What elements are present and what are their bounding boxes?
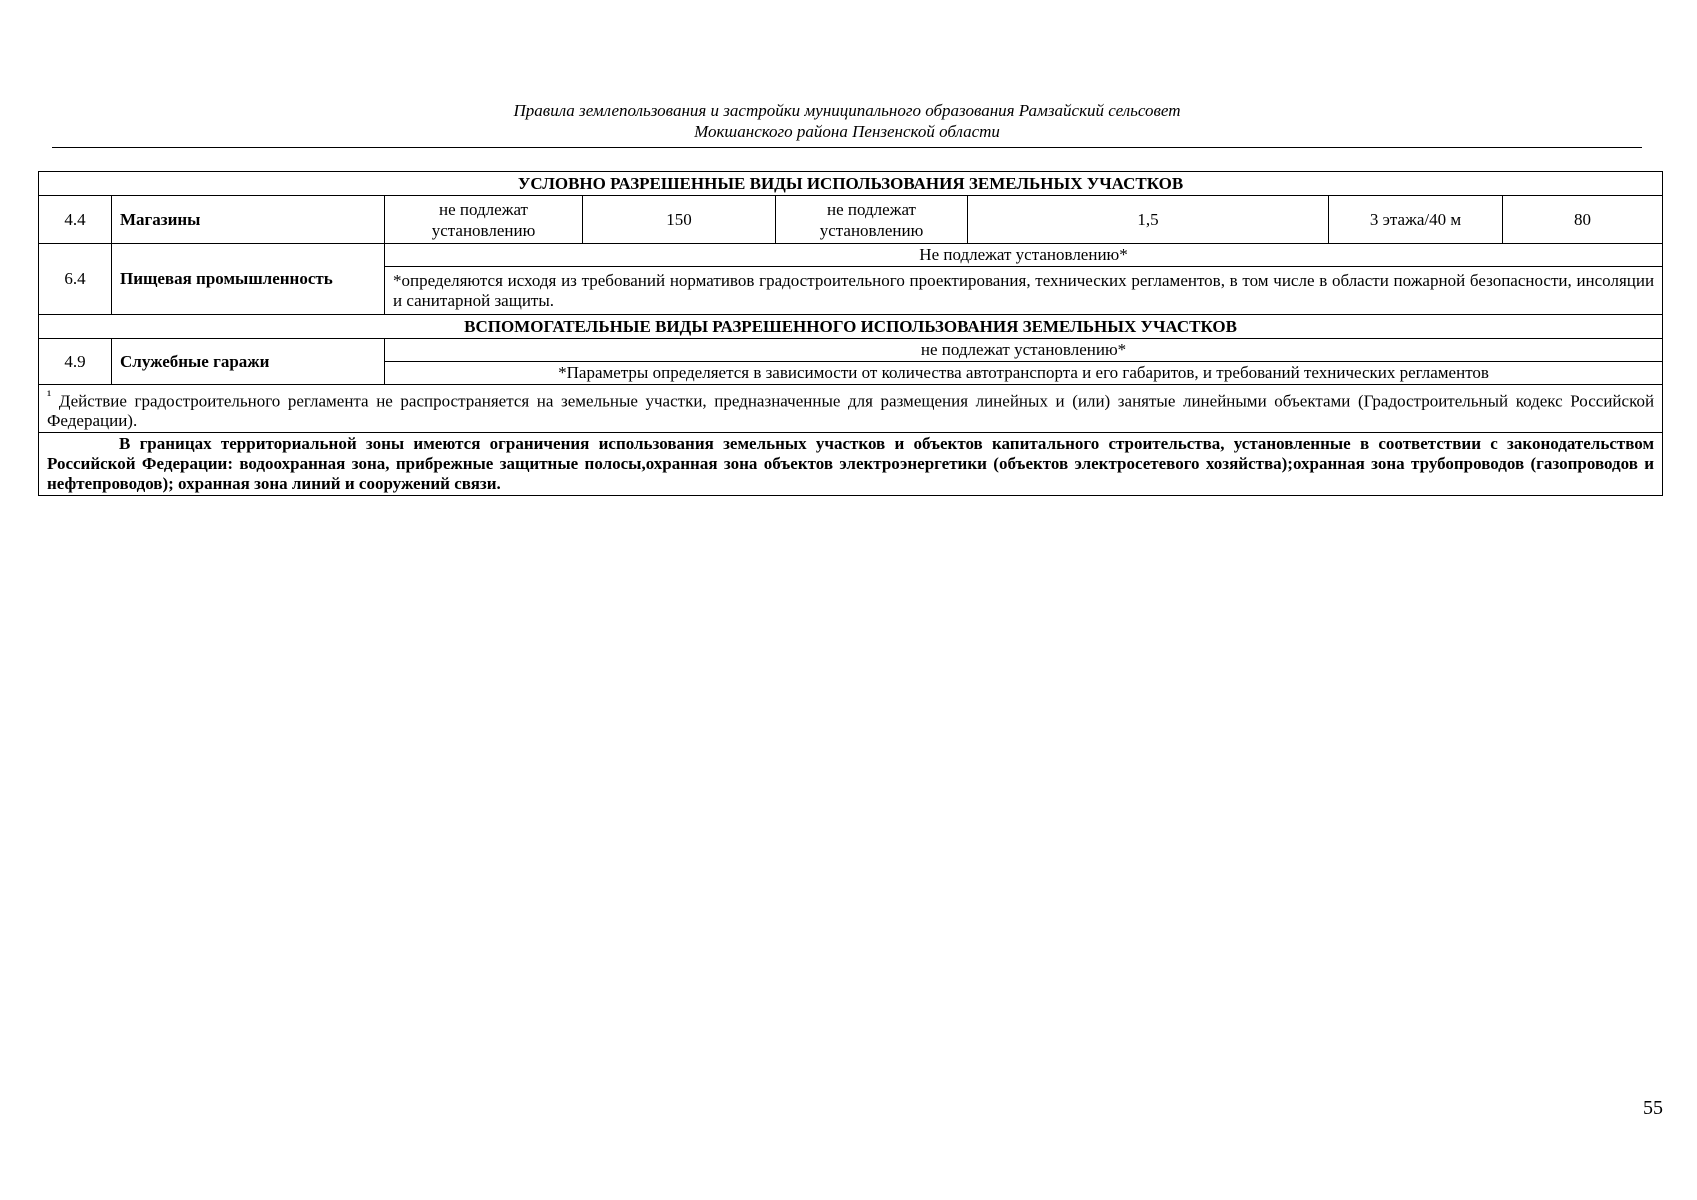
header-line-1: Правила землепользования и застройки муниципального образования Рамзайский сельсовет	[513, 101, 1181, 120]
row-code: 4.4	[39, 196, 112, 244]
cell-note: *Параметры определяется в зависимости от количества автотранспорта и его габаритов, и требований технических регламентов	[385, 362, 1663, 385]
regulation-table	[38, 171, 1663, 496]
header-line-2: Мокшанского района Пензенской области	[694, 122, 1000, 141]
restrictions-row	[39, 433, 1663, 496]
row-name: Пищевая промышленность	[112, 244, 385, 315]
table-row	[39, 244, 1663, 267]
footnote-marker: ¹	[47, 387, 52, 404]
page-header	[52, 100, 1642, 142]
section-title-auxiliary: ВСПОМОГАТЕЛЬНЫЕ ВИДЫ РАЗРЕШЕННОГО ИСПОЛЬЗОВАНИЯ ЗЕМЕЛЬНЫХ УЧАСТКОВ	[39, 315, 1663, 339]
section-header-row	[39, 315, 1663, 339]
footnote	[39, 385, 1663, 433]
restrictions-text: В границах территориальной зоны имеются ограничения использования земельных участков и объектов капитального строительства, установленные в соответствии с законодательством Российской Федерации: водоохранная зона, прибрежные защитные полосы,охранная зона объектов электроэнергетики (объектов электросетевого хозяйства);охранная зона трубопроводов (газопроводов и нефтепроводов); охранная зона линий и сооружений связи.	[47, 434, 1655, 493]
row-code: 4.9	[39, 339, 112, 385]
table-row	[39, 339, 1663, 362]
footnote-row	[39, 385, 1663, 433]
cell-coefficient: 1,5	[968, 196, 1329, 244]
restrictions-note	[39, 433, 1663, 496]
cell-min-area: не подлежат установлению	[385, 196, 583, 244]
footnote-text: Действие градостроительного регламента не распространяется на земельные участки, предназначенные для размещения линейных и (или) занятые линейными объектами (Градостроительный кодекс Российской Федерации).	[47, 391, 1655, 431]
cell-value: не подлежат установлению*	[385, 339, 1663, 362]
row-code: 6.4	[39, 244, 112, 315]
cell-coverage: 80	[1503, 196, 1663, 244]
section-title-conditional: УСЛОВНО РАЗРЕШЕННЫЕ ВИДЫ ИСПОЛЬЗОВАНИЯ ЗЕМЕЛЬНЫХ УЧАСТКОВ	[39, 172, 1663, 196]
section-header-row	[39, 172, 1663, 196]
table-row	[39, 196, 1663, 244]
cell-value: Не подлежат установлению*	[385, 244, 1663, 267]
page-number: 55	[1643, 1097, 1663, 1119]
cell-max-area: 150	[583, 196, 776, 244]
row-name: Служебные гаражи	[112, 339, 385, 385]
header-divider	[52, 147, 1642, 148]
row-name: Магазины	[112, 196, 385, 244]
cell-floors: 3 этажа/40 м	[1329, 196, 1503, 244]
cell-setback: не подлежат установлению	[776, 196, 968, 244]
cell-note: *определяются исходя из требований нормативов градостроительного проектирования, технических регламентов, в том числе в области пожарной безопасности, инсоляции и санитарной защиты.	[385, 267, 1663, 315]
